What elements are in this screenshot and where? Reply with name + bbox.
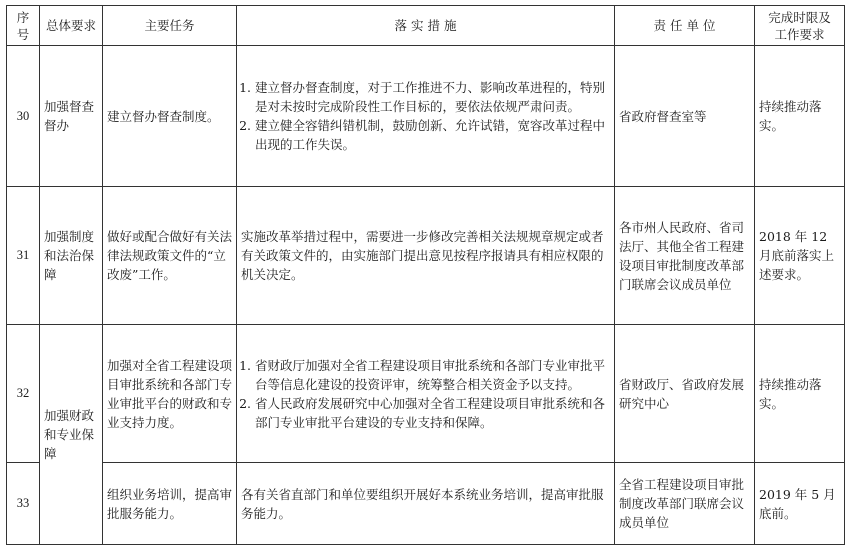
measure-item: 1. 省财政厅加强对全省工程建设项目审批系统和各部门专业审批平台等信息化建设的投资评审，统筹整合相关资金予以支持。 <box>255 356 610 394</box>
header-seq: 序号 <box>7 6 40 46</box>
responsible-unit: 省政府督查室等 <box>615 46 755 187</box>
row-number: 32 <box>7 325 40 463</box>
measures: 各有关省直部门和单位要组织开展好本系统业务培训，提高审批服务能力。 <box>237 463 615 545</box>
deadline: 持续推动落实。 <box>755 46 845 187</box>
responsible-unit: 全省工程建设项目审批制度改革部门联席会议成员单位 <box>615 463 755 545</box>
responsible-unit: 省财政厅、省政府发展研究中心 <box>615 325 755 463</box>
deadline: 持续推动落实。 <box>755 325 845 463</box>
general-requirement: 加强制度和法治保障 <box>40 187 103 325</box>
responsible-unit: 各市州人民政府、省司法厅、其他全省工程建设项目审批制度改革部门联席会议成员单位 <box>615 187 755 325</box>
general-requirement: 加强财政和专业保障 <box>40 325 103 545</box>
row-number: 30 <box>7 46 40 187</box>
deadline: 2018 年 12 月底前落实上述要求。 <box>755 187 845 325</box>
table-row <box>7 46 845 187</box>
measures <box>237 46 615 187</box>
table-row <box>7 463 845 545</box>
header-measures: 落 实 措 施 <box>237 6 615 46</box>
row-number: 31 <box>7 187 40 325</box>
measures-list <box>241 356 610 432</box>
header-general: 总体要求 <box>40 6 103 46</box>
header-task: 主要任务 <box>103 6 237 46</box>
header-deadline <box>755 6 845 46</box>
header-deadline-line2: 工作要求 <box>774 26 825 42</box>
header-row <box>7 6 845 46</box>
measure-item: 2. 省人民政府发展研究中心加强对全省工程建设项目审批系统和各部门专业审批平台建设的专业支持和保障。 <box>255 394 610 432</box>
measure-item: 1. 建立督办督查制度，对于工作推进不力、影响改革进程的，特别是对未按时完成阶段性工作目标的，要依法依规严肃问责。 <box>255 78 610 116</box>
measures: 实施改革举措过程中，需要进一步修改完善相关法规规章规定或者有关政策文件的，由实施部门提出意见按程序报请具有相应权限的机关决定。 <box>237 187 615 325</box>
row-number: 33 <box>7 463 40 545</box>
reform-task-table <box>6 5 845 545</box>
header-unit: 责 任 单 位 <box>615 6 755 46</box>
general-requirement: 加强督查督办 <box>40 46 103 187</box>
main-task: 做好或配合做好有关法律法规政策文件的“立改废”工作。 <box>103 187 237 325</box>
table-row <box>7 325 845 463</box>
measures <box>237 325 615 463</box>
header-deadline-line1: 完成时限及 <box>768 9 831 25</box>
main-task: 建立督办督查制度。 <box>103 46 237 187</box>
deadline: 2019 年 5 月底前。 <box>755 463 845 545</box>
measure-item: 2. 建立健全容错纠错机制，鼓励创新、允许试错，宽容改革过程中出现的工作失误。 <box>255 116 610 154</box>
main-task: 组织业务培训，提高审批服务能力。 <box>103 463 237 545</box>
table-row <box>7 187 845 325</box>
main-task: 加强对全省工程建设项目审批系统和各部门专业审批平台的财政和专业支持力度。 <box>103 325 237 463</box>
measures-list <box>241 78 610 154</box>
